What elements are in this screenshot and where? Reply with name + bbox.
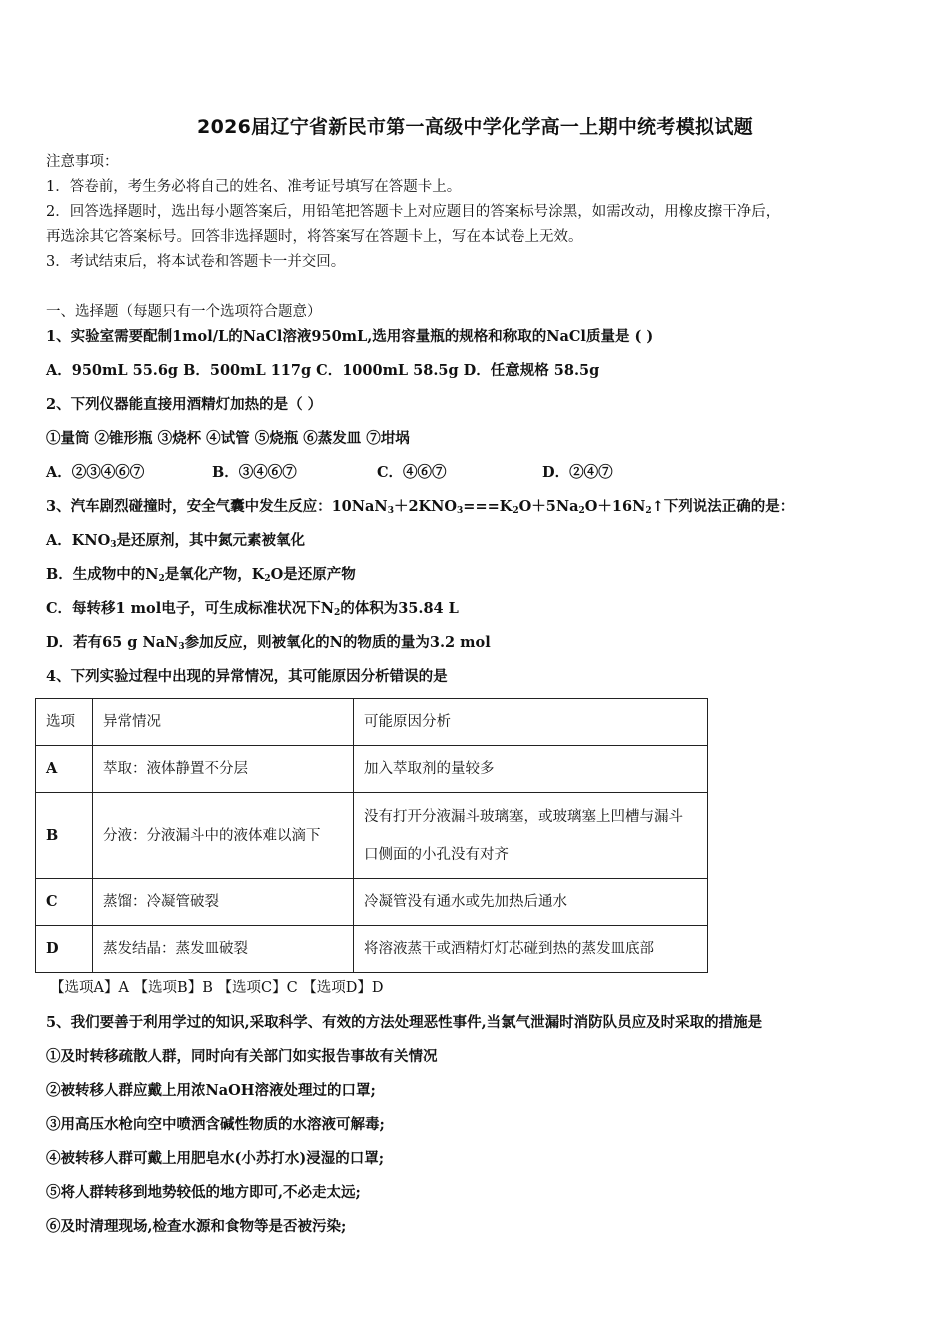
- page-title: 2026届辽宁省新民市第一高级中学化学高一上期中统考模拟试题: [197, 116, 753, 138]
- q5-item: ④被转移人群可戴上用肥皂水(小苏打水)浸湿的口罩;: [46, 1150, 385, 1167]
- q2-option-d: D．②④⑦: [542, 464, 613, 481]
- notice-item-2a: 2．回答选择题时，选出每小题答案后，用铅笔把答题卡上对应题目的答案标号涂黑，如需改动，用橡皮擦干净后，: [46, 204, 781, 220]
- q3-eq-part: ↑下列说法正确的是：: [651, 498, 795, 515]
- q3-stem-text: 3、汽车剧烈碰撞时，安全气囊中发生反应：: [46, 498, 332, 515]
- q3-option-b: [46, 565, 356, 585]
- q2-option-c: C．④⑥⑦: [377, 464, 447, 481]
- table-cell: 将溶液蒸干或酒精灯灯芯碰到热的蒸发皿底部: [354, 926, 708, 973]
- table-cell: 冷凝管没有通水或先加热后通水: [354, 879, 708, 926]
- q3-d-text: 参加反应，则被氧化的N的物质的量为3.2 mol: [184, 634, 491, 651]
- q2-option-b: B．③④⑥⑦: [212, 464, 297, 481]
- q3-eq-sub: 2: [578, 506, 585, 516]
- q3-c-text: C．每转移1 mol电子，可生成标准状况下N: [46, 600, 334, 617]
- q3-eq-sub: 2: [645, 506, 652, 516]
- q5-item: ⑤将人群转移到地势较低的地方即可,不必走太远;: [46, 1184, 361, 1201]
- q2-options: [46, 463, 613, 483]
- q3-b-sub: 2: [264, 574, 271, 584]
- q3-b-text: B．生成物中的N: [46, 566, 159, 583]
- table-cell: 萃取：液体静置不分层: [93, 746, 354, 793]
- q3-eq-sub: 3: [387, 506, 394, 516]
- q4-options: 【选项A】A 【选项B】B 【选项C】C 【选项D】D: [50, 980, 384, 996]
- q2-items: ①量筒 ②锥形瓶 ③烧杯 ④试管 ⑤烧瓶 ⑥蒸发皿 ⑦坩埚: [46, 430, 410, 447]
- table-cell: D: [36, 926, 93, 973]
- q3-option-a: [46, 531, 305, 551]
- q5-item: ②被转移人群应戴上用浓NaOH溶液处理过的口罩;: [46, 1082, 376, 1099]
- table-cell: 没有打开分液漏斗玻璃塞，或玻璃塞上凹槽与漏斗口侧面的小孔没有对齐: [354, 793, 708, 879]
- table-cell: 蒸馏：冷凝管破裂: [93, 879, 354, 926]
- notice-item-3: 3．考试结束后，将本试卷和答题卡一并交回。: [46, 254, 346, 270]
- q3-eq-part: ＋2KNO: [393, 498, 458, 515]
- q3-eq-part: 10NaN: [331, 498, 388, 515]
- q1-stem: [46, 327, 653, 347]
- q5-stem: 5、我们要善于利用学过的知识,采取科学、有效的方法处理恶性事件,当氯气泄漏时消防队员应及时采取的措施是: [46, 1014, 763, 1031]
- table-header-cell: 可能原因分析: [354, 699, 708, 746]
- q5-item: ③用高压水枪向空中喷洒含碱性物质的水溶液可解毒;: [46, 1116, 385, 1133]
- q3-eq-sub: 2: [512, 506, 519, 516]
- q2-option-a: A．②③④⑥⑦: [46, 464, 145, 481]
- q3-b-sub: 2: [158, 574, 165, 584]
- q3-stem: [46, 497, 794, 517]
- table-row: [36, 879, 708, 926]
- section-heading: 一、选择题（每题只有一个选项符合题意）: [46, 304, 322, 320]
- q1-stem-text: 1、实验室需要配制1mol/L的NaCl溶液950mL,选用容量瓶的规格和称取的NaCl质量是 ( ): [46, 328, 654, 345]
- table-row: [36, 926, 708, 973]
- q3-d-text: D．若有65 g NaN: [46, 634, 179, 651]
- q3-a-text: 是还原剂，其中氮元素被氧化: [116, 532, 306, 549]
- table-cell: A: [36, 746, 93, 793]
- q3-a-sub: 3: [110, 540, 117, 550]
- q3-option-c: [46, 599, 459, 619]
- q3-d-sub: 3: [178, 642, 185, 652]
- table-cell: 蒸发结晶：蒸发皿破裂: [93, 926, 354, 973]
- notice-item-2b: 再选涂其它答案标号。回答非选择题时，将答案写在答题卡上，写在本试卷上无效。: [46, 229, 583, 245]
- q2-stem: 2、下列仪器能直接用酒精灯加热的是（ ）: [46, 396, 323, 413]
- table-cell: B: [36, 793, 93, 879]
- table-cell: 加入萃取剂的量较多: [354, 746, 708, 793]
- q3-c-sub: 2: [333, 608, 341, 618]
- table-cell: 分液：分液漏斗中的液体难以滴下: [93, 793, 354, 879]
- q3-b-text: 是氧化产物，K: [164, 566, 265, 583]
- table-row: [36, 793, 708, 879]
- notice-heading: 注意事项：: [46, 154, 119, 170]
- q1-options: A．950mL 55.6g B．500mL 117g C．1000mL 58.5g D．任意规格 58.5g: [46, 362, 600, 379]
- q4-table: [35, 698, 708, 973]
- q5-item: ⑥及时清理现场,检查水源和食物等是否被污染;: [46, 1218, 347, 1235]
- q5-item: ①及时转移疏散人群，同时向有关部门如实报告事故有关情况: [46, 1048, 438, 1065]
- table-header-row: [36, 699, 708, 746]
- q3-eq-sub: 3: [457, 506, 464, 516]
- q3-b-text: O是还原产物: [270, 566, 356, 583]
- q3-option-d: [46, 633, 491, 653]
- q3-c-text: 的体积为35.84 L: [340, 600, 459, 617]
- q3-eq-part: O＋16N: [584, 498, 646, 515]
- table-header-cell: 选项: [36, 699, 93, 746]
- table-cell: C: [36, 879, 93, 926]
- table-header-cell: 异常情况: [93, 699, 354, 746]
- notice-item-1: 1．答卷前，考生务必将自己的姓名、准考证号填写在答题卡上。: [46, 179, 462, 195]
- table-row: [36, 746, 708, 793]
- q3-eq-part: O＋5Na: [518, 498, 579, 515]
- q3-eq-part: ===K: [463, 498, 513, 515]
- q3-a-text: A．KNO: [46, 532, 111, 549]
- q4-stem: 4、下列实验过程中出现的异常情况，其可能原因分析错误的是: [46, 668, 448, 685]
